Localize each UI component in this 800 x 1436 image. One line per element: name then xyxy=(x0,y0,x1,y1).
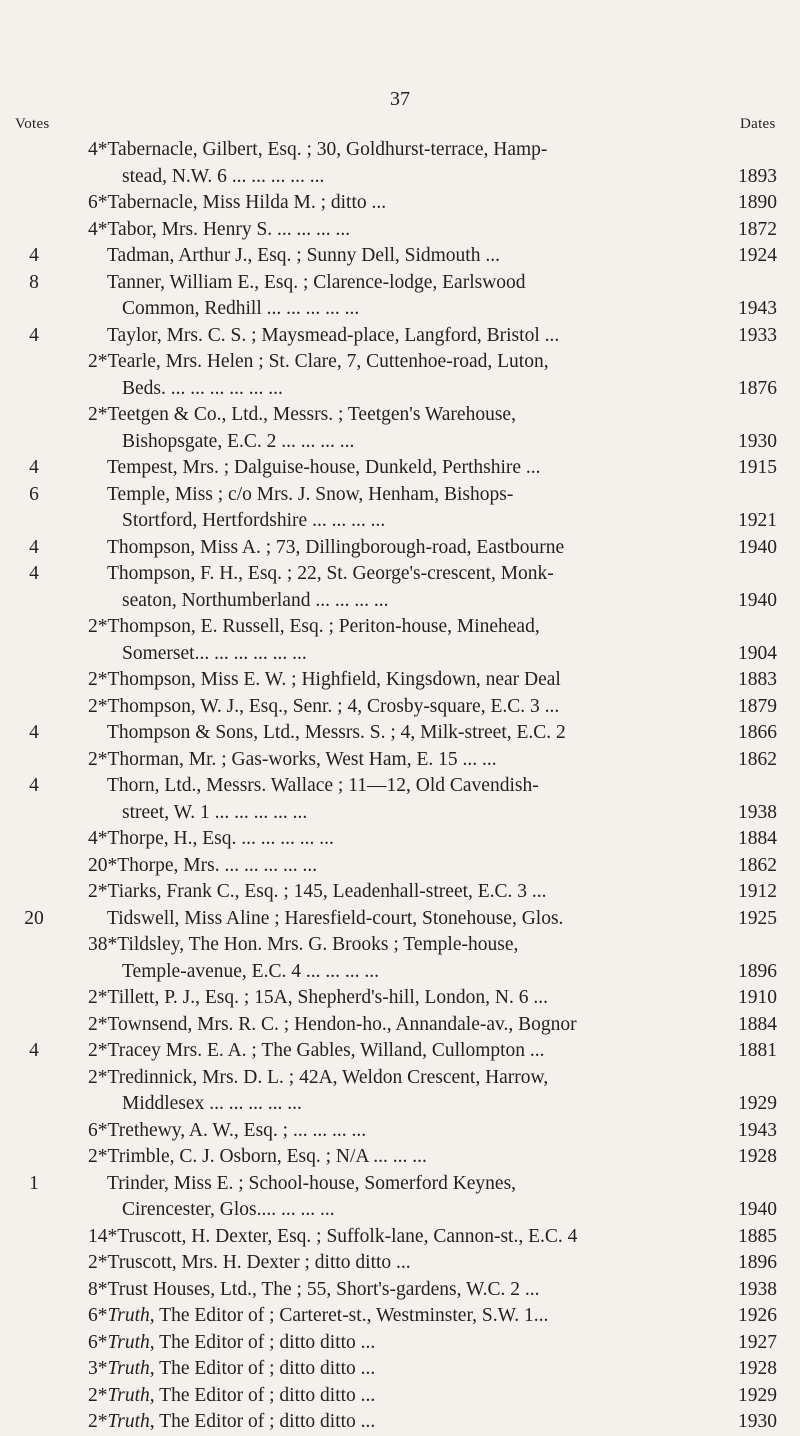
year-date: 1876 xyxy=(738,377,777,399)
year-date: 1943 xyxy=(738,298,777,319)
year-date: 1872 xyxy=(738,218,777,240)
entry-prefix: 2* xyxy=(88,1384,108,1406)
year-date: 1910 xyxy=(738,987,777,1008)
list-item xyxy=(0,190,800,217)
year-date: 1929 xyxy=(738,1093,777,1114)
year-date: 1915 xyxy=(738,457,777,478)
entry-text: 2*Thorman, Mr. ; Gas-works, West Ham, E. 15 ... ... xyxy=(88,748,497,770)
entry-text: Tempest, Mrs. ; Dalguise-house, Dunkeld, Perthshire ... xyxy=(107,457,541,478)
year-date: 1940 xyxy=(738,1199,777,1220)
list-item xyxy=(0,588,800,615)
list-item xyxy=(0,1303,800,1330)
list-item xyxy=(0,826,800,853)
list-item xyxy=(0,641,800,668)
year-date: 1912 xyxy=(738,881,777,902)
year-date: 1885 xyxy=(738,1225,777,1247)
year-date: 1879 xyxy=(738,695,777,717)
entry-text: 2*Trimble, C. J. Osborn, Esq. ; N/A ... ... ... xyxy=(88,1146,427,1167)
list-item xyxy=(0,1383,800,1410)
publication-title: Truth xyxy=(107,1384,150,1406)
vote-count: 20 xyxy=(24,907,44,929)
list-item xyxy=(0,773,800,800)
year-date: 1928 xyxy=(738,1146,777,1167)
list-item xyxy=(0,376,800,403)
list-item xyxy=(0,535,800,562)
entry-text: 14*Truscott, H. Dexter, Esq. ; Suffolk-lane, Cannon-st., E.C. 4 xyxy=(88,1225,578,1247)
entry-text: 2*Tiarks, Frank C., Esq. ; 145, Leadenhall-street, E.C. 3 ... xyxy=(88,881,547,902)
entry-text: Tanner, William E., Esq. ; Clarence-lodge, Earlswood xyxy=(107,271,526,293)
year-date: 1893 xyxy=(738,165,777,187)
entry-rest: , The Editor of ; Carteret-st., Westminster, S.W. 1... xyxy=(149,1305,549,1326)
entry-text xyxy=(88,1330,698,1357)
vote-count: 6 xyxy=(29,483,39,505)
year-date: 1938 xyxy=(738,1278,777,1300)
list-item xyxy=(0,720,800,747)
list-item xyxy=(0,164,800,191)
entry-text: 2*Tredinnick, Mrs. D. L. ; 42A, Weldon Crescent, Harrow, xyxy=(88,1066,549,1088)
list-item xyxy=(0,985,800,1012)
list-item xyxy=(0,932,800,959)
list-item xyxy=(0,667,800,694)
entry-text: stead, N.W. 6 ... ... ... ... ... xyxy=(122,165,325,187)
entry-text: Thompson, F. H., Esq. ; 22, St. George's-crescent, Monk- xyxy=(107,563,554,584)
vote-count: 4 xyxy=(29,536,39,558)
entry-text: 2*Tearle, Mrs. Helen ; St. Clare, 7, Cuttenhoe-road, Luton, xyxy=(88,351,549,372)
list-item xyxy=(0,694,800,721)
year-date: 1926 xyxy=(738,1305,777,1326)
entry-text xyxy=(88,1356,698,1383)
list-item xyxy=(0,482,800,509)
year-date: 1933 xyxy=(738,324,777,346)
entry-text: 4*Thorpe, H., Esq. ... ... ... ... ... xyxy=(88,828,334,849)
entry-text: Temple, Miss ; c/o Mrs. J. Snow, Henham, Bishops- xyxy=(107,483,514,505)
entry-prefix: 3* xyxy=(88,1358,108,1379)
list-item xyxy=(0,1409,800,1436)
list-item xyxy=(0,1038,800,1065)
list-item xyxy=(0,906,800,933)
year-date: 1866 xyxy=(738,722,777,743)
entry-text: Taylor, Mrs. C. S. ; Maysmead-place, Langford, Bristol ... xyxy=(107,324,560,346)
entry-text: Somerset... ... ... ... ... ... xyxy=(122,642,307,664)
entry-text: 2*Teetgen & Co., Ltd., Messrs. ; Teetgen's Warehouse, xyxy=(88,404,516,425)
entry-text: 2*Thompson, W. J., Esq., Senr. ; 4, Crosby-square, E.C. 3 ... xyxy=(88,695,560,717)
list-item xyxy=(0,455,800,482)
list-item xyxy=(0,747,800,774)
year-date: 1925 xyxy=(738,907,777,929)
list-item xyxy=(0,1250,800,1277)
entry-prefix: 2* xyxy=(88,1411,108,1432)
subscriber-list xyxy=(0,137,800,1436)
year-date: 1938 xyxy=(738,801,777,823)
vote-count: 4 xyxy=(29,457,39,478)
list-item xyxy=(0,1277,800,1304)
year-date: 1884 xyxy=(738,1013,777,1035)
list-item xyxy=(0,959,800,986)
vote-count: 8 xyxy=(29,271,39,293)
entry-text: 6*Tabernacle, Miss Hilda M. ; ditto ... xyxy=(88,192,387,213)
list-item xyxy=(0,270,800,297)
entry-text: 2*Townsend, Mrs. R. C. ; Hendon-ho., Annandale-av., Bognor xyxy=(88,1013,577,1035)
list-item xyxy=(0,1356,800,1383)
year-date: 1890 xyxy=(738,192,777,213)
year-date: 1884 xyxy=(738,828,777,849)
year-date: 1930 xyxy=(738,1411,777,1432)
list-item xyxy=(0,349,800,376)
entry-text: Thorn, Ltd., Messrs. Wallace ; 11—12, Old Cavendish- xyxy=(107,775,539,796)
entry-text xyxy=(88,1303,698,1330)
list-item xyxy=(0,243,800,270)
entry-rest: , The Editor of ; ditto ditto ... xyxy=(149,1411,376,1432)
list-item xyxy=(0,323,800,350)
entry-text: 2*Tillett, P. J., Esq. ; 15A, Shepherd's-hill, London, N. 6 ... xyxy=(88,987,548,1008)
entry-text: Common, Redhill ... ... ... ... ... xyxy=(122,298,360,319)
entry-text: Tadman, Arthur J., Esq. ; Sunny Dell, Sidmouth ... xyxy=(107,245,500,266)
list-item xyxy=(0,1091,800,1118)
entry-text: 2*Tracey Mrs. E. A. ; The Gables, Willand, Cullompton ... xyxy=(88,1040,545,1061)
entry-prefix: 6* xyxy=(88,1331,108,1353)
year-date: 1896 xyxy=(738,1252,777,1273)
entry-text: Trinder, Miss E. ; School-house, Somerford Keynes, xyxy=(107,1172,517,1194)
year-date: 1927 xyxy=(738,1331,777,1353)
year-date: 1940 xyxy=(738,536,777,558)
entry-text: 2*Thompson, Miss E. W. ; Highfield, Kingsdown, near Deal xyxy=(88,669,561,690)
page-number: 37 xyxy=(390,88,410,110)
vote-count: 4 xyxy=(29,1040,39,1061)
vote-count: 4 xyxy=(29,775,39,796)
list-item xyxy=(0,1065,800,1092)
list-item xyxy=(0,137,800,164)
dates-column-heading: Dates xyxy=(740,116,776,132)
list-item xyxy=(0,402,800,429)
vote-count: 4 xyxy=(29,563,39,584)
entry-text: seaton, Northumberland ... ... ... ... xyxy=(122,589,389,611)
entry-text: Bishopsgate, E.C. 2 ... ... ... ... xyxy=(122,430,355,452)
publication-title: Truth xyxy=(107,1358,150,1379)
year-date: 1940 xyxy=(738,589,777,611)
list-item xyxy=(0,800,800,827)
entry-text: Thompson & Sons, Ltd., Messrs. S. ; 4, Milk-street, E.C. 2 xyxy=(107,722,566,743)
list-item xyxy=(0,508,800,535)
list-item xyxy=(0,879,800,906)
list-item xyxy=(0,296,800,323)
year-date: 1943 xyxy=(738,1119,777,1141)
year-date: 1862 xyxy=(738,748,777,770)
list-item xyxy=(0,1012,800,1039)
entry-rest: , The Editor of ; ditto ditto ... xyxy=(149,1358,376,1379)
entry-text: 4*Tabor, Mrs. Henry S. ... ... ... ... xyxy=(88,218,351,240)
list-item xyxy=(0,1224,800,1251)
entry-prefix: 6* xyxy=(88,1305,108,1326)
entry-text: street, W. 1 ... ... ... ... ... xyxy=(122,801,308,823)
year-date: 1921 xyxy=(738,510,777,531)
publication-title: Truth xyxy=(107,1411,150,1432)
list-item xyxy=(0,561,800,588)
list-item xyxy=(0,429,800,456)
list-item xyxy=(0,217,800,244)
year-date: 1929 xyxy=(738,1384,777,1406)
year-date: 1924 xyxy=(738,245,777,266)
list-item xyxy=(0,1118,800,1145)
vote-count: 4 xyxy=(29,324,39,346)
publication-title: Truth xyxy=(107,1331,150,1353)
entry-text: 20*Thorpe, Mrs. ... ... ... ... ... xyxy=(88,854,318,876)
publication-title: Truth xyxy=(107,1305,150,1326)
entry-text: Cirencester, Glos.... ... ... ... xyxy=(122,1199,335,1220)
list-item xyxy=(0,853,800,880)
entry-text: 2*Truscott, Mrs. H. Dexter ; ditto ditto ... xyxy=(88,1252,411,1273)
year-date: 1904 xyxy=(738,642,777,664)
year-date: 1930 xyxy=(738,430,777,452)
entry-text: 4*Tabernacle, Gilbert, Esq. ; 30, Goldhurst-terrace, Hamp- xyxy=(88,139,548,160)
entry-text: 8*Trust Houses, Ltd., The ; 55, Short's-gardens, W.C. 2 ... xyxy=(88,1278,540,1300)
list-item xyxy=(0,614,800,641)
entry-text: Middlesex ... ... ... ... ... xyxy=(122,1093,302,1114)
entry-text: Temple-avenue, E.C. 4 ... ... ... ... xyxy=(122,960,379,982)
list-item xyxy=(0,1330,800,1357)
entry-text: Thompson, Miss A. ; 73, Dillingborough-road, Eastbourne xyxy=(107,536,565,558)
list-item xyxy=(0,1144,800,1171)
list-item xyxy=(0,1171,800,1198)
entry-text: Tidswell, Miss Aline ; Haresfield-court, Stonehouse, Glos. xyxy=(107,907,564,929)
entry-text: Beds. ... ... ... ... ... ... xyxy=(122,377,283,399)
entry-text: 38*Tildsley, The Hon. Mrs. G. Brooks ; Temple-house, xyxy=(88,934,519,955)
year-date: 1862 xyxy=(738,854,777,876)
votes-column-heading: Votes xyxy=(15,116,50,132)
entry-rest: , The Editor of ; ditto ditto ... xyxy=(149,1331,376,1353)
entry-text: Stortford, Hertfordshire ... ... ... ... xyxy=(122,510,386,531)
entry-text: 2*Thompson, E. Russell, Esq. ; Periton-house, Minehead, xyxy=(88,616,540,637)
vote-count: 4 xyxy=(29,245,39,266)
year-date: 1883 xyxy=(738,669,777,690)
entry-rest: , The Editor of ; ditto ditto ... xyxy=(149,1384,376,1406)
entry-text: 6*Trethewy, A. W., Esq. ; ... ... ... ... xyxy=(88,1119,367,1141)
year-date: 1881 xyxy=(738,1040,777,1061)
list-item xyxy=(0,1197,800,1224)
entry-text xyxy=(88,1409,698,1436)
vote-count: 1 xyxy=(29,1172,39,1194)
vote-count: 4 xyxy=(29,722,39,743)
year-date: 1928 xyxy=(738,1358,777,1379)
year-date: 1896 xyxy=(738,960,777,982)
entry-text xyxy=(88,1383,698,1410)
